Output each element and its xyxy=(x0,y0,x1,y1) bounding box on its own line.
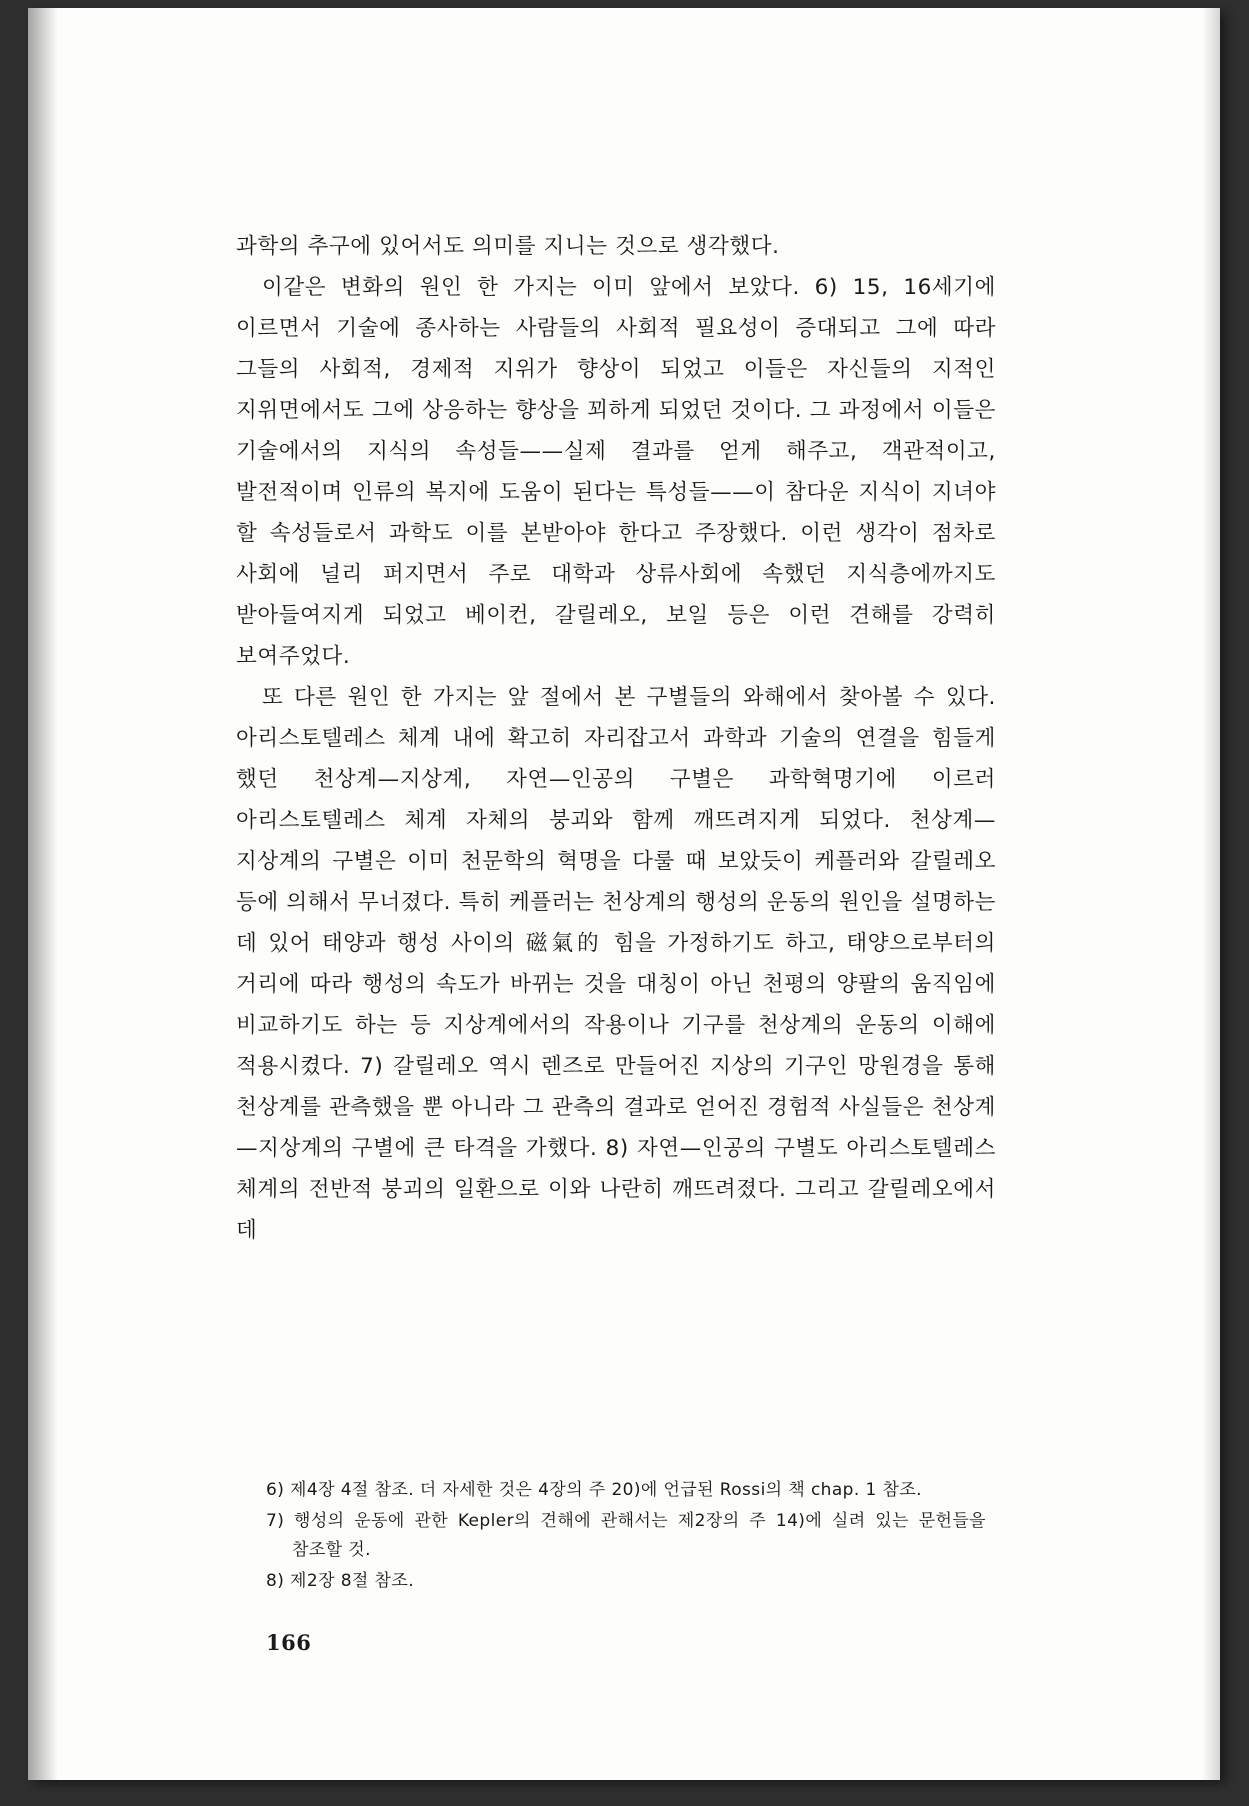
page-body-text xyxy=(236,226,996,1251)
footnote-item: 7) 행성의 운동에 관한 Kepler의 견해에 관해서는 제2장의 주 14)에 실려 있는 문헌들을 참조할 것. xyxy=(266,1511,986,1560)
paragraph: 과학의 추구에 있어서도 의미를 지니는 것으로 생각했다. xyxy=(236,234,780,259)
page-number: 166 xyxy=(266,1630,312,1655)
footnote-item: 6) 제4장 4절 참조. 더 자세한 것은 4장의 주 20)에 언급된 Rossi의 책 chap. 1 참조. xyxy=(266,1480,922,1500)
footnote-section xyxy=(266,1476,986,1598)
footnote-item: 8) 제2장 8절 참조. xyxy=(266,1571,415,1591)
book-page xyxy=(28,8,1220,1780)
paragraph: 이같은 변화의 원인 한 가지는 이미 앞에서 보았다. 6) 15, 16세기에 이르면서 기술에 종사하는 사람들의 사회적 필요성이 증대되고 그에 따라 그들의 사회적, 경제적 지위가 향상이 되었고 이들은 자신들의 지적인 지위면에서도 그에 상응하는 향상을 꾀하게 되었던 것이다. 그 과정에서 이들은 기술에서의 지식의 속성들——실제 결과를 얻게 해주고, 객관적이고, 발전적이며 인류의 복지에 도움이 된다는 특성들——이 참다운 지식이 지녀야 할 속성들로서 과학도 이를 본받아야 한다고 주장했다. 이런 생각이 점차로 사회에 널리 퍼지면서 주로 대학과 상류사회에 속했던 지식층에까지도 받아들여지게 되었고 베이컨, 갈릴레오, 보일 등은 이런 견해를 강력히 보여주었다. xyxy=(236,275,996,669)
paragraph: 또 다른 원인 한 가지는 앞 절에서 본 구별들의 와해에서 찾아볼 수 있다. 아리스토텔레스 체계 내에 확고히 자리잡고서 과학과 기술의 연결을 힘들게 했던 천상계—지상계, 자연—인공의 구별은 과학혁명기에 이르러 아리스토텔레스 체계 자체의 붕괴와 함께 깨뜨려지게 되었다. 천상계—지상계의 구별은 이미 천문학의 혁명을 다룰 때 보았듯이 케플러와 갈릴레오 등에 의해서 무너졌다. 특히 케플러는 천상계의 행성의 운동의 원인을 설명하는 데 있어 태양과 행성 사이의 磁氣的 힘을 가정하기도 하고, 태양으로부터의 거리에 따라 행성의 속도가 바뀌는 것을 대칭이 아닌 천평의 양팔의 움직임에 비교하기도 하는 등 지상계에서의 작용이나 기구를 천상계의 운동의 이해에 적용시켰다. 7) 갈릴레오 역시 렌즈로 만들어진 지상의 기구인 망원경을 통해 천상계를 관측했을 뿐 아니라 그 관측의 결과로 얻어진 경험적 사실들은 천상계—지상계의 구별에 큰 타격을 가했다. 8) 자연—인공의 구별도 아리스토텔레스 체계의 전반적 붕괴의 일환으로 이와 나란히 깨뜨려졌다. 그리고 갈릴레오에서 데 xyxy=(236,685,996,1243)
